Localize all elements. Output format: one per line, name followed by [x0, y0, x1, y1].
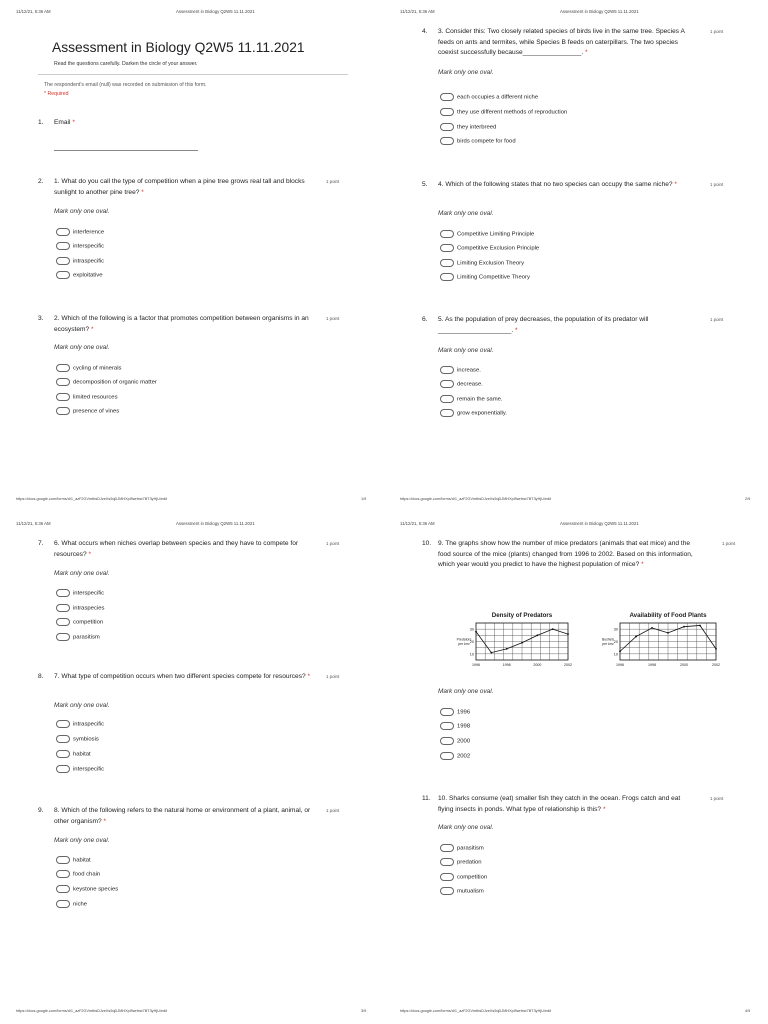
radio-oval[interactable]	[56, 378, 70, 386]
radio-oval[interactable]	[440, 137, 454, 145]
option[interactable]: Limiting Exclusion Theory	[440, 259, 524, 267]
option[interactable]: food chain	[56, 870, 100, 878]
option[interactable]: intraspecific	[56, 257, 104, 265]
point-label: 1 point	[722, 541, 736, 546]
email-note: The respondent's email (null) was recorded on submission of this form.	[44, 82, 207, 88]
y-axis-label: per km²	[602, 642, 614, 646]
radio-oval[interactable]	[56, 589, 70, 597]
data-point	[536, 634, 538, 636]
point-label: 1 point	[326, 808, 340, 813]
radio-oval[interactable]	[440, 366, 454, 374]
option[interactable]: symbiosis	[56, 735, 99, 743]
radio-oval[interactable]	[56, 900, 70, 908]
x-tick-label: 2002	[712, 663, 720, 667]
option[interactable]: predation	[440, 858, 482, 866]
option[interactable]: intraspecific	[56, 720, 104, 728]
question-text: 5. As the population of prey decreases, the population of its predator will ____________________.	[438, 316, 649, 334]
option[interactable]: interspecific	[56, 589, 104, 597]
radio-oval[interactable]	[56, 604, 70, 612]
option[interactable]: intraspecies	[56, 604, 104, 612]
radio-oval[interactable]	[56, 618, 70, 626]
option[interactable]: niche	[56, 900, 87, 908]
radio-oval[interactable]	[440, 380, 454, 388]
data-point	[521, 642, 523, 644]
option[interactable]: 1998	[440, 722, 470, 730]
form-title: Assessment in Biology Q2W5 11.11.2021	[52, 40, 305, 55]
option[interactable]: habitat	[56, 750, 91, 758]
page-3: 11/12/21, 5:36 AM Assessment in Biology Q2W5 11.11.2021 7. 6. What occurs when niches overlap between species and they have to compete for resources? * 1 point Mark only one oval. interspecific intraspecies competition parasitism 8. 7. What type of competition occurs when two different species compete for resources? * 1 point Mark only one oval. intraspecific symbiosis habitat interspecific 9. 8. Which of the following refers to the natural home or environment of a plant, animal, or other organism? * 1 point Mark only one oval. habitat food chain keystone species niche https://docs.google.com/forms/d/1_azF2GVmtbsDJzeXs5qDJMHXpl9wrtnw7BT3yHjU/edit 3/9	[16, 521, 367, 1013]
mark-instruction: Mark only one oval.	[438, 69, 494, 76]
mark-instruction: Mark only one oval.	[54, 344, 110, 351]
option[interactable]: they interbreed	[440, 123, 496, 131]
point-label: 1 point	[326, 674, 340, 679]
form-description: Read the questions carefully. Darken the circle of your answer.	[54, 61, 198, 67]
option[interactable]: interspecific	[56, 765, 104, 773]
radio-oval[interactable]	[440, 395, 454, 403]
data-point	[715, 648, 717, 650]
point-label: 1 point	[326, 179, 340, 184]
option[interactable]: limited resources	[56, 393, 118, 401]
radio-oval[interactable]	[440, 844, 454, 852]
radio-oval[interactable]	[56, 870, 70, 878]
mark-instruction: Mark only one oval.	[438, 688, 494, 695]
option[interactable]: each occupies a different niche	[440, 93, 538, 101]
radio-oval[interactable]	[440, 708, 454, 716]
question-text: 7. What type of competition occurs when two different species compete for resources?	[54, 673, 306, 680]
radio-oval[interactable]	[440, 230, 454, 238]
page-1: 11/12/21, 5:36 AM Assessment in Biology Q2W5 11.11.2021 Assessment in Biology Q2W5 11.11.2021 Read the questions carefully. Darken the circle of your answer. The respondent's email (null) was recorded on submission of this form. * Required 1. Email * 2. 1. What do you call the type of competition when a pine tree grows real tall and blocks sunlight to another pine tree? * 1 point Mark only one oval. interference interspecific intraspecific exploitative 3. 2. Which of the following is a factor that promotes competition between organisms in an ecosystem? * 1 point Mark only one oval. cycling of minerals decomposition of organic matter limited resources presence of vines https://docs.google.com/forms/d/1_azF2GVmtbsDJzeXs5qDJMHXpl9wrtnw7BT3yHjU/edit 1/9	[16, 9, 367, 501]
question-text: 9. The graphs show how the number of mice predators (animals that eat mice) and the food source of the mice (plants) changed from 1996 to 2002. Based on this information, which year would you predict to have the highest population of mice?	[438, 540, 693, 568]
mark-instruction: Mark only one oval.	[438, 347, 494, 354]
radio-oval[interactable]	[56, 633, 70, 641]
point-label: 1 point	[710, 796, 724, 801]
x-tick-label: 1996	[472, 663, 480, 667]
radio-oval[interactable]	[440, 108, 454, 116]
radio-oval[interactable]	[440, 737, 454, 745]
radio-oval[interactable]	[440, 259, 454, 267]
data-point	[699, 625, 701, 627]
radio-oval[interactable]	[440, 93, 454, 101]
option[interactable]: presence of vines	[56, 407, 119, 415]
option[interactable]: grow exponentially.	[440, 409, 507, 417]
y-axis-label: Bushels	[601, 637, 615, 642]
y-axis-label: per km²	[458, 642, 470, 646]
page-4: 11/12/21, 5:36 AM Assessment in Biology Q2W5 11.11.2021 10. 9. The graphs show how the number of mice predators (animals that eat mice) and the food source of the mice (plants) changed from 1996 to 2002. Based on this information, which year would you predict to have the highest population of mice? * 1 point Density of Predators 10 20 30 1996 1998 2000 2002 Predators per km² Availability of Food Plants 10 20 30 1996 1998 2000 2002 Bushels per km² Mark only one oval. 1996 1998 2000 2002 11. 10. Sharks consume (eat) smaller fish they catch in the ocean. Frogs catch and eat flying insects in ponds. What type of relationship is this? * 1 point Mark only one oval. parasitism predation competition mutualism https://docs.google.com/forms/d/1_azF2GVmtbsDJzeXs5qDJMHXpl9wrtnw7BT3yHjU/edit 4/9	[400, 521, 751, 1013]
radio-oval[interactable]	[440, 244, 454, 252]
data-point	[635, 636, 637, 638]
option[interactable]: interference	[56, 228, 104, 236]
data-point	[683, 626, 685, 628]
option[interactable]: Limiting Competitive Theory	[440, 273, 530, 281]
option[interactable]: Competitive Limiting Principle	[440, 230, 534, 238]
radio-oval[interactable]	[440, 123, 454, 131]
radio-oval[interactable]	[56, 750, 70, 758]
radio-oval[interactable]	[440, 887, 454, 895]
y-tick-label: 30	[613, 627, 618, 632]
mark-instruction: Mark only one oval.	[438, 210, 494, 217]
mark-instruction: Mark only one oval.	[54, 702, 110, 709]
point-label: 1 point	[710, 29, 724, 34]
chart-title: Availability of Food Plants	[629, 612, 707, 619]
page-2: 11/12/21, 5:36 AM Assessment in Biology Q2W5 11.11.2021 4. 3. Consider this: Two closely related species of birds live in the same tree. Species A feeds on ants and termites, while Species B feeds on caterpillars. The two species coexist successfully because________________. * 1 point Mark only one oval. each occupies a different niche they use different methods of reproduction they interbreed birds compete for food 5. 4. Which of the following states that no two species can occupy the same niche? * 1 point Mark only one oval. Competitive Limiting Principle Competitive Exclusion Principle Limiting Exclusion Theory Limiting Competitive Theory 6. 5. As the population of prey decreases, the population of its predator will ____________________. * 1 point Mark only one oval. increase. decrease. remain the same. grow exponentially. https://docs.google.com/forms/d/1_azF2GVmtbsDJzeXs5qDJMHXpl9wrtnw7BT3yHjU/edit 2/9	[400, 9, 751, 501]
divider	[38, 74, 348, 75]
radio-oval[interactable]	[56, 720, 70, 728]
radio-oval[interactable]	[56, 885, 70, 893]
chart-title: Density of Predators	[491, 612, 553, 619]
data-point	[619, 650, 621, 652]
data-point	[667, 632, 669, 634]
data-point	[651, 627, 653, 629]
option[interactable]: increase.	[440, 366, 481, 374]
option[interactable]: 2000	[440, 737, 470, 745]
radio-oval[interactable]	[440, 409, 454, 417]
radio-oval[interactable]	[56, 364, 70, 372]
point-label: 1 point	[710, 317, 724, 322]
y-tick-label: 20	[469, 640, 474, 644]
option[interactable]: interspecific	[56, 242, 104, 250]
option[interactable]: parasitism	[56, 633, 100, 641]
email-field[interactable]	[54, 150, 198, 151]
question-text: 4. Which of the following states that no two species can occupy the same niche?	[438, 181, 673, 188]
chart-density-of-predators	[457, 612, 572, 667]
question-text: 2. Which of the following is a factor that promotes competition between organisms in an ecosystem?	[54, 315, 309, 333]
option[interactable]: remain the same.	[440, 395, 503, 403]
option[interactable]: habitat	[56, 856, 91, 864]
option[interactable]: parasitism	[440, 844, 484, 852]
required-note: * Required	[44, 91, 69, 97]
mark-instruction: Mark only one oval.	[54, 570, 110, 577]
mark-instruction: Mark only one oval.	[438, 824, 494, 831]
option[interactable]: Competitive Exclusion Principle	[440, 244, 539, 252]
x-tick-label: 1996	[616, 663, 624, 667]
radio-oval[interactable]	[56, 856, 70, 864]
data-point	[506, 648, 508, 650]
data-point	[475, 631, 477, 633]
mark-instruction: Mark only one oval.	[54, 837, 110, 844]
chart-availability-of-food-plants	[602, 612, 720, 667]
radio-oval[interactable]	[56, 393, 70, 401]
option[interactable]: keystone species	[56, 885, 118, 893]
radio-oval[interactable]	[56, 257, 70, 265]
option[interactable]: mutualism	[440, 887, 484, 895]
option[interactable]: competition	[440, 873, 487, 881]
option[interactable]: exploitative	[56, 271, 102, 279]
x-tick-label: 1998	[502, 663, 511, 667]
option[interactable]: decomposition of organic matter	[56, 378, 157, 386]
mark-instruction: Mark only one oval.	[54, 208, 110, 215]
option[interactable]: decrease.	[440, 380, 483, 388]
option[interactable]: 1996	[440, 708, 470, 716]
question-text: Email	[54, 119, 71, 126]
data-point	[567, 633, 569, 635]
option[interactable]: competition	[56, 618, 103, 626]
x-tick-label: 2000	[533, 663, 542, 667]
radio-oval[interactable]	[56, 271, 70, 279]
y-tick-label: 10	[613, 652, 618, 657]
x-tick-label: 2002	[564, 663, 572, 667]
point-label: 1 point	[326, 316, 340, 321]
radio-oval[interactable]	[440, 722, 454, 730]
option[interactable]: cycling of minerals	[56, 364, 121, 372]
question-text: 10. Sharks consume (eat) smaller fish they catch in the ocean. Frogs catch and eat flying insects in ponds. What type of relationship is this?	[438, 795, 681, 813]
data-point	[490, 652, 492, 654]
option[interactable]: they use different methods of reproduction	[440, 108, 567, 116]
radio-oval[interactable]	[440, 752, 454, 760]
question-text: 3. Consider this: Two closely related species of birds live in the same tree. Species A feeds on ants and termites, while Species B feeds on caterpillars. The two species coexist successfully because________________.	[438, 28, 685, 56]
y-tick-label: 20	[613, 640, 618, 644]
point-label: 1 point	[326, 541, 340, 546]
point-label: 1 point	[710, 182, 724, 187]
question-text: 1. What do you call the type of competition when a pine tree grows real tall and blocks sunlight to another pine tree?	[54, 178, 305, 196]
x-tick-label: 2000	[680, 663, 688, 667]
question-text: 6. What occurs when niches overlap between species and they have to compete for resources?	[54, 540, 299, 558]
radio-oval[interactable]	[440, 873, 454, 881]
question-text: 8. Which of the following refers to the natural home or environment of a plant, animal, or other organism?	[54, 807, 311, 825]
option[interactable]: birds compete for food	[440, 137, 516, 145]
y-tick-label: 10	[469, 652, 474, 657]
radio-oval[interactable]	[56, 407, 70, 415]
y-axis-label: Predators	[456, 637, 472, 642]
radio-oval[interactable]	[440, 273, 454, 281]
radio-oval[interactable]	[440, 858, 454, 866]
charts-figure	[438, 608, 728, 690]
y-tick-label: 30	[469, 627, 474, 632]
radio-oval[interactable]	[56, 242, 70, 250]
data-point	[552, 628, 554, 630]
option[interactable]: 2002	[440, 752, 470, 760]
radio-oval[interactable]	[56, 228, 70, 236]
radio-oval[interactable]	[56, 765, 70, 773]
x-tick-label: 1998	[648, 663, 656, 667]
radio-oval[interactable]	[56, 735, 70, 743]
